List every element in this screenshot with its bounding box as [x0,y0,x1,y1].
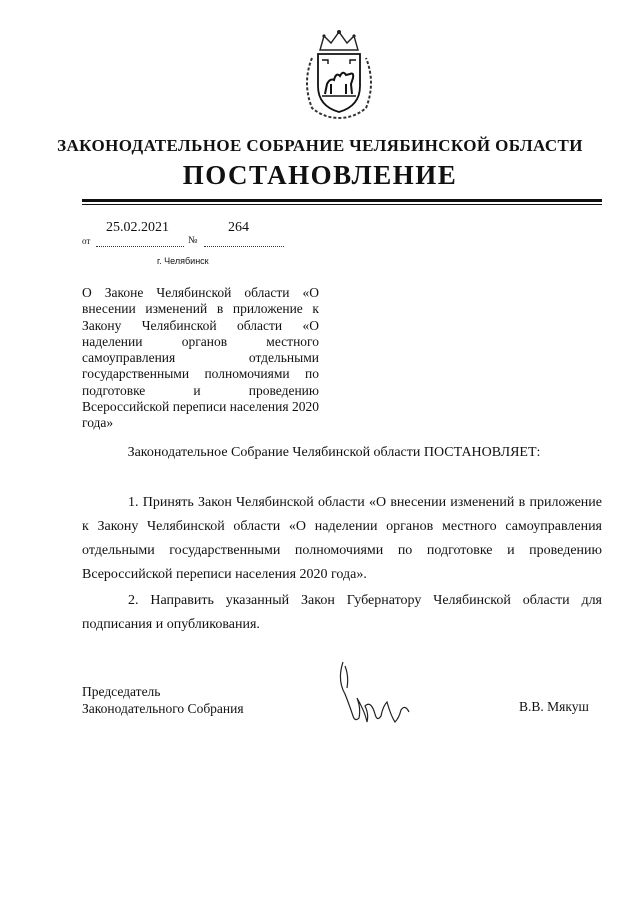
coat-of-arms-icon [298,28,380,120]
resolution-item-1: 1. Принять Закон Челябинской области «О внесении изменений в приложение к Закону Челябинской области «О наделении органов местного самоуправления отдельными государственными полномочиями по подготовке и проведению Всероссийской переписи населения 2020 года». [82,495,602,582]
document-title: ПОСТАНОВЛЕНИЕ [182,160,458,190]
resolution-intro: Законодательное Собрание Челябинской области ПОСТАНОВЛЯЕТ: [127,445,541,460]
document-subject: О Законе Челябинской области «О внесении изменений в приложение к Закону Челябинской области «О наделении органов местного самоуправления отдельными государственными полномочиями по подготовке и проведению Всероссийской переписи населения 2020 года» [82,285,319,431]
organization-name: ЗАКОНОДАТЕЛЬНОЕ СОБРАНИЕ ЧЕЛЯБИНСКОЙ ОБЛАСТИ [57,136,583,155]
date-prefix: от [82,236,91,246]
date-underline [96,246,184,247]
signer-title [82,683,244,717]
number-underline [204,246,284,247]
resolution-item-2: 2. Направить указанный Закон Губернатору Челябинской области для подписания и опубликования. [82,593,602,632]
handwritten-signature-icon [335,660,417,732]
signer-title-line-1: Председатель [82,684,161,699]
signer-name: В.В. Мякуш [519,699,589,714]
document-date: 25.02.2021 [106,220,169,235]
document-number: 264 [228,220,249,235]
city-label: г. Челябинск [157,256,209,266]
header-divider-thick [82,199,602,202]
number-prefix: № [188,235,198,246]
header-divider-thin [82,204,602,205]
signer-title-line-2: Законодательного Собрания [82,701,244,716]
